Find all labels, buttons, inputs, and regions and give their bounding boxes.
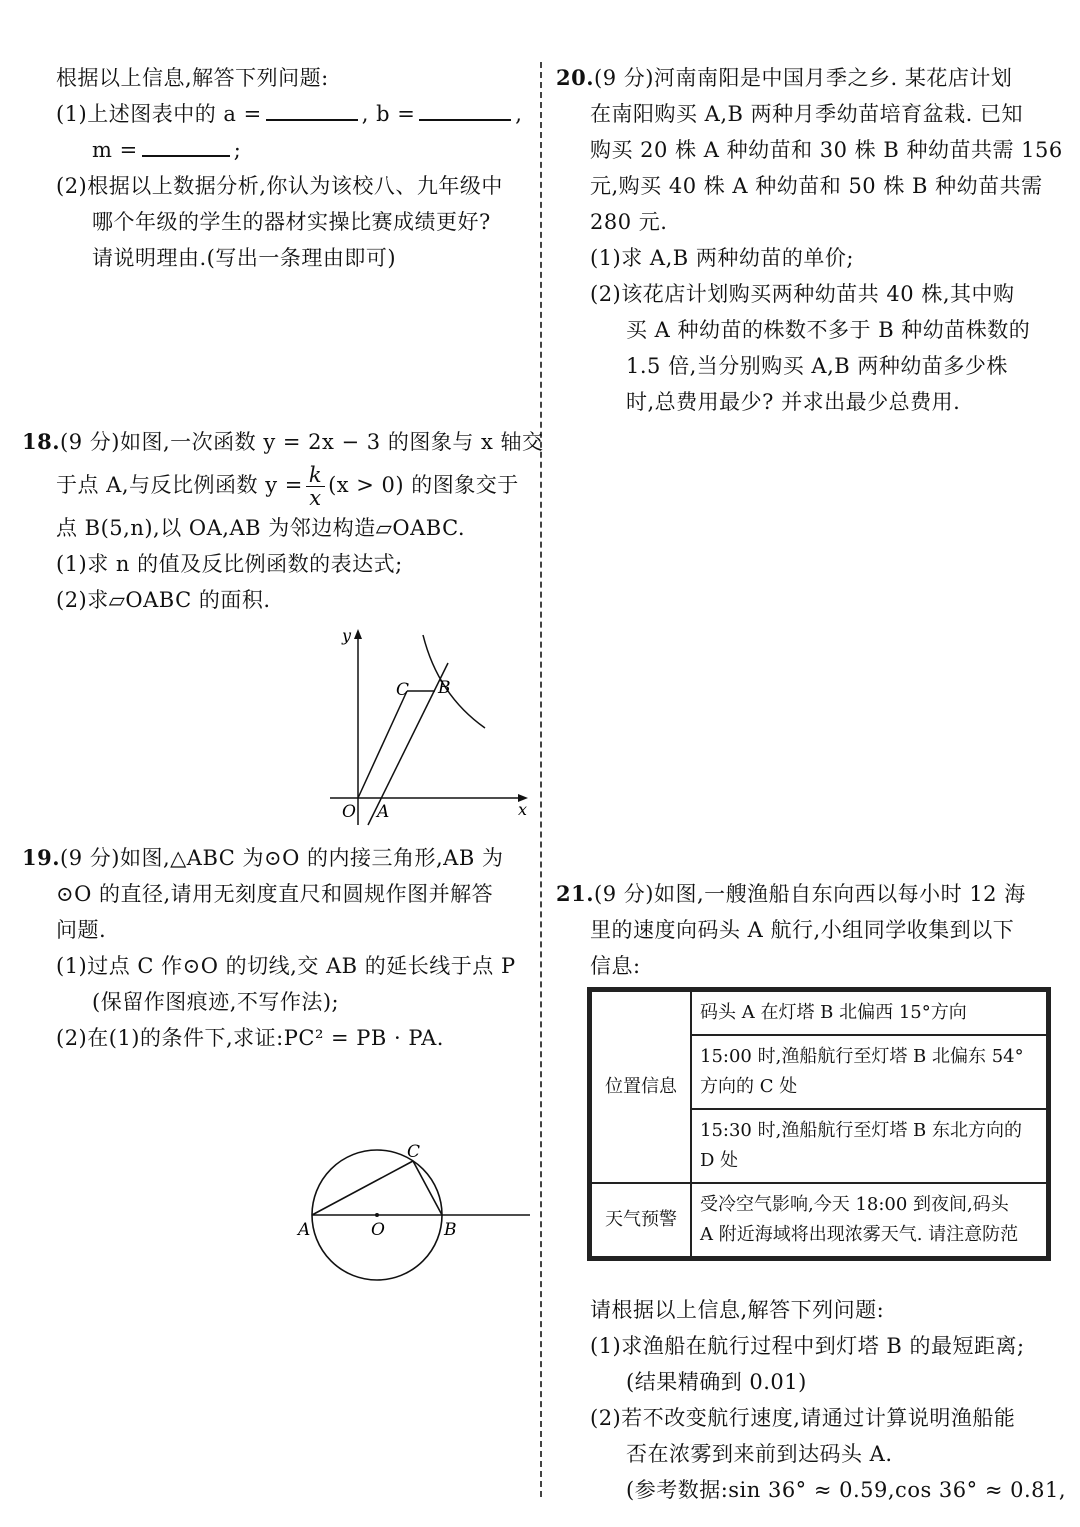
label-B: B xyxy=(438,678,451,698)
cell-line: 方向的 C 处 xyxy=(700,1076,798,1097)
fraction-k-over-x xyxy=(306,464,325,509)
table-row xyxy=(591,1183,1047,1257)
q18-part1: (1)求 n 的值及反比例函数的表达式; xyxy=(56,552,403,576)
q20-part2-line4: 时,总费用最少? 并求出最少总费用. xyxy=(626,390,961,414)
cell-line: D 处 xyxy=(700,1150,739,1171)
q17-intro: 根据以上信息,解答下列问题: xyxy=(56,66,329,90)
q18-part2: (2)求▱OABC 的面积. xyxy=(56,588,271,612)
cell-line: 受冷空气影响,今天 18:00 到夜间,码头 xyxy=(700,1194,1009,1215)
question-number-19: 19. xyxy=(22,845,61,870)
q20-line5: 280 元. xyxy=(590,210,668,234)
q20-line3: 购买 20 株 A 种幼苗和 30 株 B 种幼苗共需 156 xyxy=(590,138,1063,162)
label-C: C xyxy=(396,680,410,700)
label-B: B xyxy=(444,1220,457,1240)
q18-text-2a: 于点 A,与反比例函数 y = xyxy=(56,473,303,497)
q21-part2-line2: 否在浓雾到来前到达码头 A. xyxy=(626,1442,893,1466)
q17-p1-text-b: , b = xyxy=(361,102,416,126)
q21-part1-line2: (结果精确到 0.01) xyxy=(626,1370,807,1394)
answer-blank-b[interactable] xyxy=(419,101,511,121)
segment-OC xyxy=(358,691,407,798)
table-cell xyxy=(691,1183,1047,1257)
q17-p1-comma: , xyxy=(515,102,523,126)
q17-part2-line1: (2)根据以上数据分析,你认为该校八、九年级中 xyxy=(56,174,503,198)
q20-part2-line1: (2)该花店计划购买两种幼苗共 40 株,其中购 xyxy=(590,282,1015,306)
cell-line: 15:30 时,渔船航行至灯塔 B 东北方向的 xyxy=(700,1120,1022,1141)
q17-part2-line3: 请说明理由.(写出一条理由即可) xyxy=(92,246,397,270)
q20-part1: (1)求 A,B 两种幼苗的单价; xyxy=(590,246,854,270)
q20-text-1: (9 分)河南南阳是中国月季之乡. 某花店计划 xyxy=(594,66,1013,90)
q19-block xyxy=(22,840,532,1056)
chord-BC xyxy=(413,1161,442,1215)
question-number-21: 21. xyxy=(556,881,595,906)
q20-block xyxy=(556,60,1063,420)
left-column xyxy=(22,60,544,618)
q21-reference-data: (参考数据:sin 36° ≈ 0.59,cos 36° ≈ 0.81, xyxy=(626,1478,1067,1502)
column-divider xyxy=(540,62,542,1497)
label-y: y xyxy=(342,626,352,645)
label-A: A xyxy=(298,1220,311,1240)
label-O: O xyxy=(342,802,356,822)
q19-circle-figure xyxy=(295,1140,535,1285)
q19-part2: (2)在(1)的条件下,求证:PC² = PB · PA. xyxy=(56,1026,444,1050)
question-number-18: 18. xyxy=(22,429,61,454)
q20-line2: 在南阳购买 A,B 两种月季幼苗培育盆栽. 已知 xyxy=(590,102,1023,126)
q19-text-1: (9 分)如图,△ABC 为⊙O 的内接三角形,AB 为 xyxy=(60,846,504,870)
table-row xyxy=(591,991,1047,1035)
frac-numerator: k xyxy=(306,464,325,487)
q18-line2 xyxy=(22,460,532,510)
label-A: A xyxy=(377,802,390,822)
q19-line2: ⊙O 的直径,请用无刻度直尺和圆规作图并解答 xyxy=(56,882,494,906)
q17-part2-line2: 哪个年级的学生的器材实操比赛成绩更好? xyxy=(92,210,491,234)
frac-denominator: x xyxy=(309,486,322,510)
info-table xyxy=(590,990,1048,1258)
q21-block xyxy=(556,876,1056,984)
cell-line: 15:00 时,渔船航行至灯塔 B 北偏东 54° xyxy=(700,1046,1024,1067)
q17-part1 xyxy=(22,96,532,132)
q20-line4: 元,购买 40 株 A 种幼苗和 50 株 B 种幼苗共需 xyxy=(590,174,1043,198)
q21-line3: 信息: xyxy=(590,954,641,978)
table-cell xyxy=(691,1035,1047,1109)
answer-blank-a[interactable] xyxy=(266,101,358,121)
q21-after: 请根据以上信息,解答下列问题: xyxy=(590,1298,885,1322)
category-cell-position: 位置信息 xyxy=(591,991,691,1183)
q21-questions xyxy=(556,1292,1067,1508)
q18-line1 xyxy=(22,424,544,460)
q20-part2-line3: 1.5 倍,当分别购买 A,B 两种幼苗多少株 xyxy=(626,354,1008,378)
question-number-20: 20. xyxy=(556,65,595,90)
table-cell: 码头 A 在灯塔 B 北偏西 15°方向 xyxy=(691,991,1047,1035)
y-axis-arrow xyxy=(354,629,362,639)
cell-line: A 附近海域将出现浓雾天气. 请注意防范 xyxy=(700,1224,1019,1245)
q17-p1-text: (1)上述图表中的 a = xyxy=(56,102,262,126)
label-O: O xyxy=(371,1220,385,1240)
category-cell-weather: 天气预警 xyxy=(591,1183,691,1257)
q17-m-label: m = xyxy=(92,138,138,162)
q18-text-1: (9 分)如图,一次函数 y = 2x − 3 的图象与 x 轴交 xyxy=(60,430,544,454)
answer-blank-m[interactable] xyxy=(142,137,230,157)
q18-line3: 点 B(5,n),以 OA,AB 为邻边构造▱OABC. xyxy=(56,516,466,540)
chord-AC xyxy=(312,1161,413,1215)
q20-line1 xyxy=(556,60,1056,96)
label-x: x xyxy=(518,800,528,819)
q17-m-semicolon: ; xyxy=(233,138,242,162)
q21-line1 xyxy=(556,876,1056,912)
q18-graph-figure xyxy=(320,625,540,830)
q21-part2-line1: (2)若不改变航行速度,请通过计算说明渔船能 xyxy=(590,1406,1016,1430)
hyperbola-curve xyxy=(423,635,485,728)
q20-part2-line2: 买 A 种幼苗的株数不多于 B 种幼苗株数的 xyxy=(626,318,1031,342)
q18-text-2b: (x > 0) 的图象交于 xyxy=(328,473,519,497)
q21-line2: 里的速度向码头 A 航行,小组同学收集到以下 xyxy=(590,918,1015,942)
center-dot xyxy=(375,1213,379,1217)
q19-line3: 问题. xyxy=(56,918,107,942)
table-cell xyxy=(691,1109,1047,1183)
q19-part1-line2: (保留作图痕迹,不写作法); xyxy=(92,990,340,1014)
q21-text-1: (9 分)如图,一艘渔船自东向西以每小时 12 海 xyxy=(594,882,1026,906)
q19-line1 xyxy=(22,840,532,876)
q17-part1-m xyxy=(22,132,532,168)
q21-part1-line1: (1)求渔船在航行过程中到灯塔 B 的最短距离; xyxy=(590,1334,1025,1358)
q19-part1-line1: (1)过点 C 作⊙O 的切线,交 AB 的延长线于点 P xyxy=(56,954,516,978)
label-C: C xyxy=(407,1142,421,1162)
